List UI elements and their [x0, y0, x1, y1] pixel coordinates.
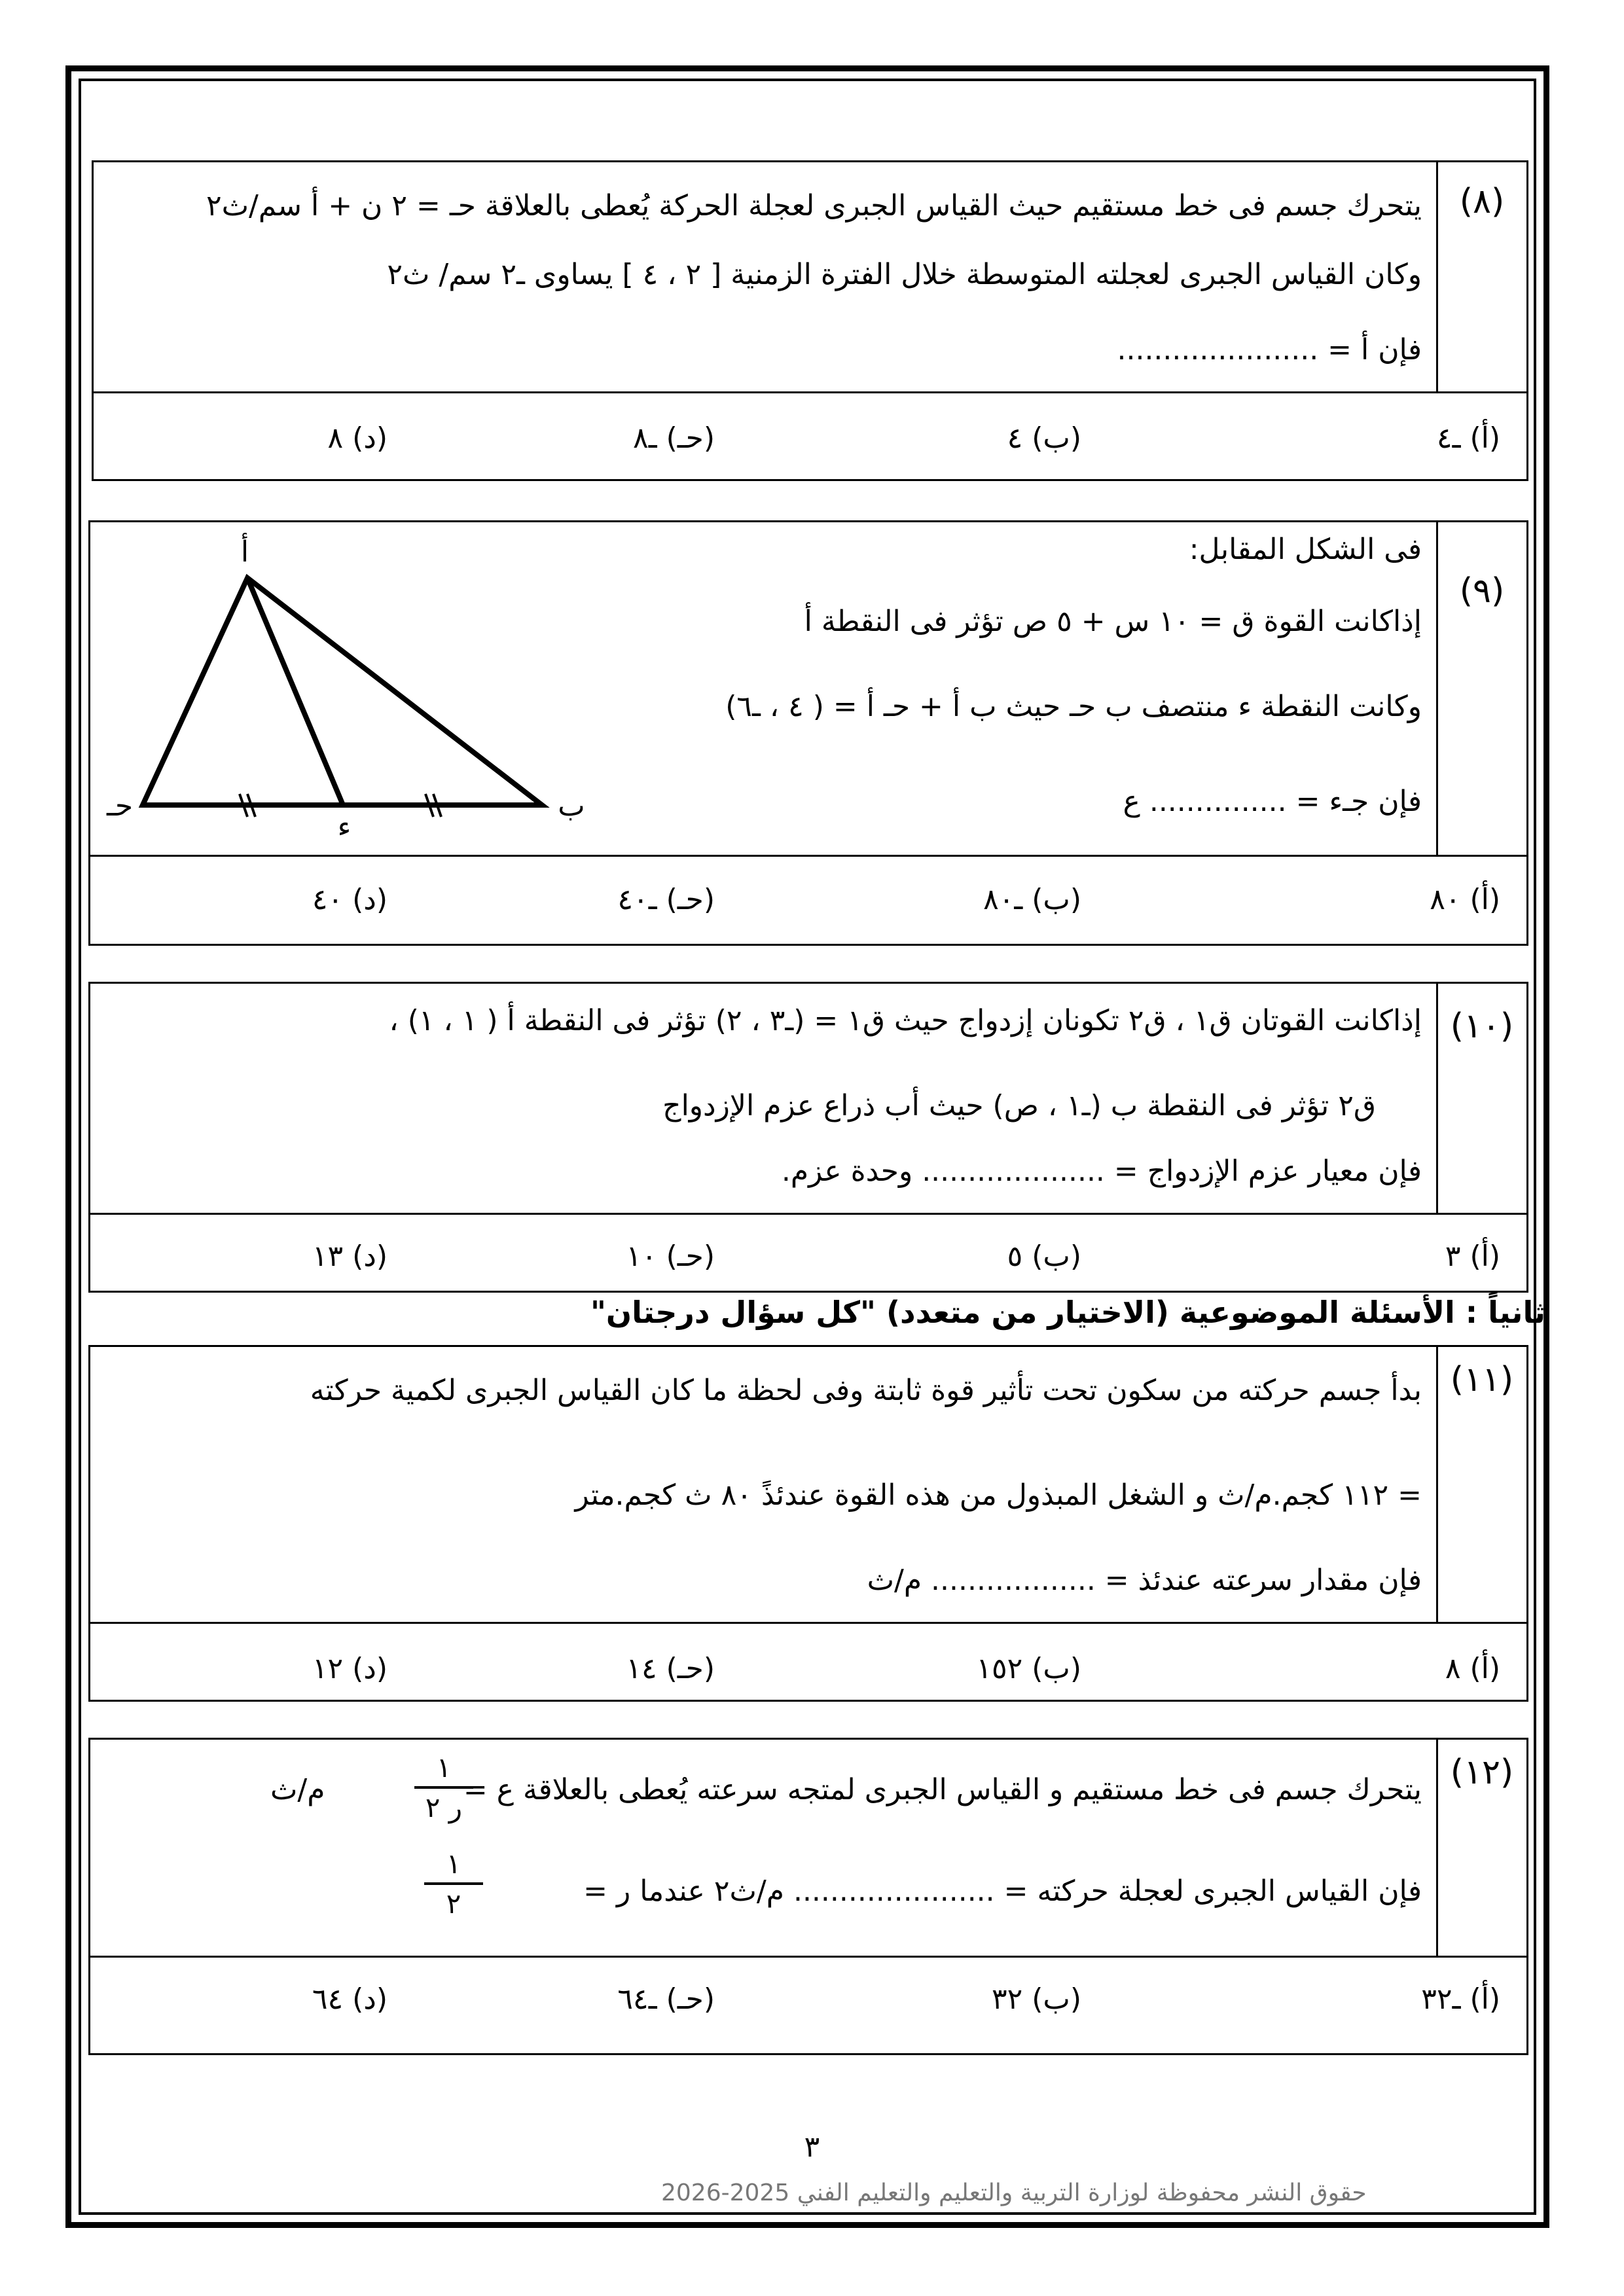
vertex-label-b: ب: [558, 789, 585, 823]
options-divider: [90, 1213, 1526, 1215]
section-title: ثانياً : الأسئلة الموضوعية (الاختيار من متعدد) "كل سؤال درجتان": [590, 1295, 1545, 1330]
option-a[interactable]: (أ) ٨: [1445, 1652, 1500, 1685]
question-11-box: [88, 1345, 1528, 1702]
question-number: (١٠): [1450, 1007, 1514, 1046]
question-line-4: فإن جـء = ............... ع: [1123, 785, 1422, 818]
question-number: (٨): [1459, 182, 1505, 221]
question-line-1: يتحرك جسم فى خط مستقيم حيث القياس الجبرى لعجلة الحركة يُعطى بالعلاقة حـ = ٢ ن + أ سم/ث٢: [206, 189, 1422, 223]
question-line-2: وكان القياس الجبرى لعجلته المتوسطة خلال الفترة الزمنية [ ٢ ، ٤ ] يساوى ـ٢ سم/ ث٢: [387, 258, 1422, 291]
option-d[interactable]: (د) ١٣: [312, 1240, 388, 1273]
question-line-3: فإن أ = ......................: [1117, 333, 1422, 367]
question-line-3: فإن معيار عزم الإزدواج = .................... وحدة عزم.: [781, 1155, 1422, 1188]
fraction-2: [424, 1848, 483, 1920]
page-number: ٣: [804, 2130, 820, 2164]
option-c[interactable]: (حـ) ١٠: [626, 1240, 715, 1273]
option-b[interactable]: (ب) ٤: [1007, 422, 1081, 455]
question-line-3: وكانت النقطة ء منتصف ب حـ حيث ب أ + حـ أ = ( ٤ ، ـ٦): [725, 690, 1422, 723]
option-c[interactable]: (حـ) ـ٨: [633, 422, 715, 455]
question-8-box: [92, 160, 1528, 481]
question-number: (١٢): [1450, 1753, 1514, 1792]
question-10-box: [88, 982, 1528, 1293]
option-d[interactable]: (د) ٦٤: [312, 1982, 388, 2016]
copyright-footer: حقوق النشر محفوظة لوزارة التربية والتعليم والتعليم الفني 2025-2026: [661, 2179, 1367, 2206]
question-line-2: إذاكانت القوة ق = ١٠ س + ٥ ص تؤثر فى النقطة أ: [804, 605, 1422, 638]
question-line-1-unit: م/ث: [270, 1773, 325, 1806]
option-c[interactable]: (حـ) ـ٦٤: [617, 1982, 715, 2016]
question-line-1: يتحرك جسم فى خط مستقيم و القياس الجبرى لمتجه سرعته يُعطى بالعلاقة ع =: [463, 1773, 1422, 1806]
option-b[interactable]: (ب) ٥: [1007, 1240, 1081, 1273]
vertex-label-c: حـ: [106, 789, 134, 823]
question-line-2: = ١١٢ كجم.م/ث و الشغل المبذول من هذه القوة عندئذً ٨٠ ث كجم.متر: [575, 1479, 1422, 1512]
option-a[interactable]: (أ) ٣: [1445, 1240, 1500, 1273]
question-12-box: [88, 1738, 1528, 2055]
option-a[interactable]: (أ) ـ٤: [1436, 422, 1500, 455]
options-divider: [90, 1956, 1526, 1958]
option-a[interactable]: (أ) ٨٠: [1430, 883, 1500, 916]
question-line-2: فإن القياس الجبرى لعجلة حركته = ...................... م/ث٢ عندما ر =: [583, 1874, 1422, 1908]
option-c[interactable]: (حـ) ١٤: [626, 1652, 715, 1685]
question-line-2: ق٢ تؤثر فى النقطة ب (ـ١ ، ص) حيث أب ذراع عزم الإزدواج: [662, 1089, 1376, 1122]
option-d[interactable]: (د) ٤٠: [312, 883, 388, 916]
question-9-box: [88, 520, 1528, 946]
question-line-1: فى الشكل المقابل:: [1189, 533, 1422, 566]
midpoint-label-d: ء: [337, 810, 352, 844]
vertex-label-a: أ: [240, 535, 249, 569]
fraction-2-numerator: ١: [446, 1848, 461, 1880]
option-b[interactable]: (ب) ـ٨٠: [983, 883, 1081, 916]
question-line-1: بدأ جسم حركته من سكون تحت تأثير قوة ثابتة وفى لحظة ما كان القياس الجبرى لكمية حركته: [310, 1374, 1422, 1407]
triangle-shape: [143, 578, 542, 805]
fraction-1: [414, 1751, 473, 1823]
option-b[interactable]: (ب) ٣٢: [991, 1982, 1081, 2016]
question-line-3: فإن مقدار سرعته عندئذ = .................. م/ث: [867, 1564, 1422, 1597]
option-d[interactable]: (د) ٨: [327, 422, 388, 455]
option-d[interactable]: (د) ١٢: [312, 1652, 388, 1685]
options-divider: [94, 391, 1526, 393]
option-c[interactable]: (حـ) ـ٤٠: [617, 883, 715, 916]
question-line-1: إذاكانت القوتان ق١ ، ق٢ تكونان إزدواج حيث ق١ = (ـ٣ ، ٢) تؤثر فى النقطة أ ( ١ ، ١) ،: [389, 1004, 1422, 1037]
question-number: (١١): [1450, 1360, 1514, 1399]
fraction-1-numerator: ١: [436, 1751, 452, 1784]
option-a[interactable]: (أ) ـ٣٢: [1421, 1982, 1500, 2016]
question-number: (٩): [1459, 571, 1505, 611]
options-divider: [90, 855, 1526, 857]
triangle-figure: [90, 522, 614, 850]
options-divider: [90, 1622, 1526, 1624]
option-b[interactable]: (ب) ١٥٢: [976, 1652, 1081, 1685]
fraction-2-denominator: ٢: [424, 1882, 483, 1920]
fraction-1-denominator: ر ٢: [414, 1786, 473, 1823]
